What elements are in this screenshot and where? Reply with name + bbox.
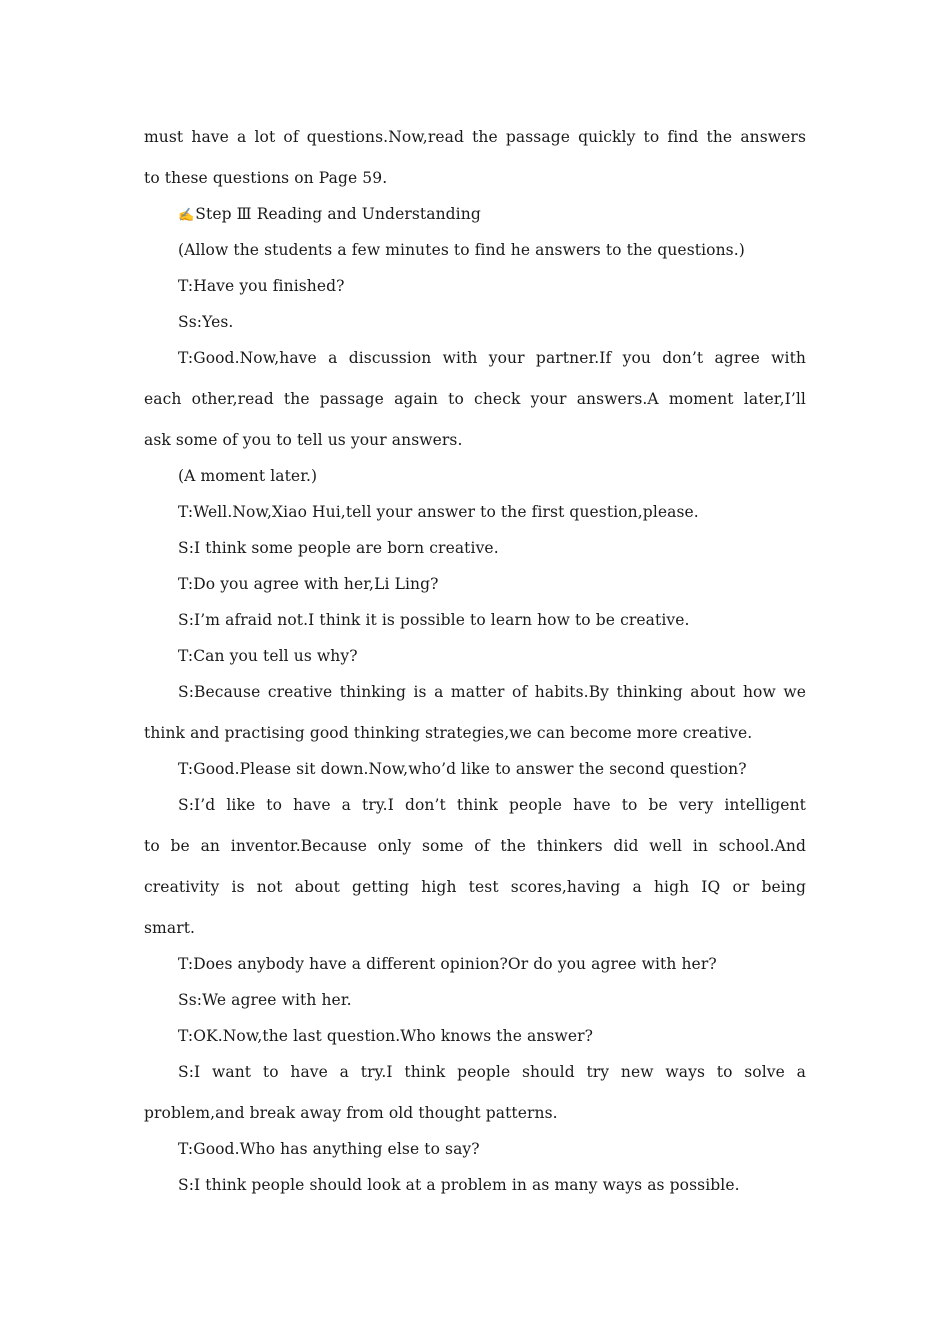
dialogue-line: problem,and break away from old thought patterns. bbox=[144, 1104, 558, 1122]
paragraph-line: to these questions on Page 59. bbox=[144, 169, 388, 187]
dialogue-line: T:OK.Now,the last question.Who knows the answer? bbox=[178, 1027, 594, 1045]
dialogue-line: creativity is not about getting high test scores,having a high IQ or being bbox=[144, 878, 806, 896]
dialogue-line: each other,read the passage again to check your answers.A moment later,I’ll bbox=[144, 390, 806, 408]
dialogue-line: T:Good.Now,have a discussion with your partner.If you don’t agree with bbox=[178, 349, 806, 367]
dialogue-line: S:Because creative thinking is a matter of habits.By thinking about how we bbox=[178, 683, 806, 701]
dialogue-line: T:Good.Please sit down.Now,who’d like to answer the second question? bbox=[178, 760, 747, 778]
dialogue-line: S:I’d like to have a try.I don’t think people have to be very intelligent bbox=[178, 796, 806, 814]
dialogue-line: S:I think some people are born creative. bbox=[178, 539, 499, 557]
dialogue-line: T:Good.Who has anything else to say? bbox=[178, 1140, 480, 1158]
dialogue-line: Ss:We agree with her. bbox=[178, 991, 352, 1009]
dialogue-line: Ss:Yes. bbox=[178, 313, 234, 331]
dialogue-line: S:I’m afraid not.I think it is possible to learn how to be creative. bbox=[178, 611, 690, 629]
dialogue-line: to be an inventor.Because only some of the thinkers did well in school.And bbox=[144, 837, 806, 855]
dialogue-line: S:I think people should look at a problem in as many ways as possible. bbox=[178, 1176, 740, 1194]
dialogue-line: ask some of you to tell us your answers. bbox=[144, 431, 463, 449]
paragraph-line: (Allow the students a few minutes to find he answers to the questions.) bbox=[178, 241, 745, 259]
step-heading-text: Step Ⅲ Reading and Understanding bbox=[195, 205, 481, 223]
dialogue-line: T:Does anybody have a different opinion?Or do you agree with her? bbox=[178, 955, 717, 973]
dialogue-line: smart. bbox=[144, 919, 196, 937]
dialogue-line: T:Well.Now,Xiao Hui,tell your answer to the first question,please. bbox=[178, 503, 699, 521]
step-heading bbox=[178, 204, 806, 226]
paragraph-line: must have a lot of questions.Now,read the passage quickly to find the answers bbox=[144, 128, 806, 146]
dialogue-line: S:I want to have a try.I think people should try new ways to solve a bbox=[178, 1063, 806, 1081]
dialogue-line: T:Can you tell us why? bbox=[178, 647, 358, 665]
dialogue-line: T:Do you agree with her,Li Ling? bbox=[178, 575, 439, 593]
paragraph-line: (A moment later.) bbox=[178, 467, 318, 485]
writing-hand-icon: ✍ bbox=[178, 208, 195, 223]
dialogue-line: think and practising good thinking strategies,we can become more creative. bbox=[144, 724, 753, 742]
dialogue-line: T:Have you finished? bbox=[178, 277, 345, 295]
